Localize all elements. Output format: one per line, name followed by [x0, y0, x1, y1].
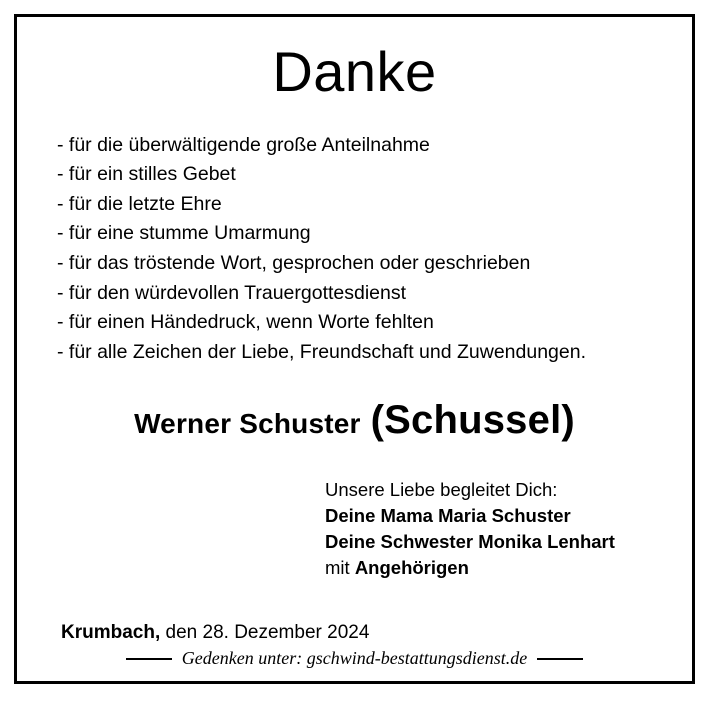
family-relatives-prefix: mit: [325, 557, 355, 579]
page-title: Danke: [272, 40, 437, 103]
list-item: - für eine stumme Umarmung: [57, 222, 311, 245]
footer-link[interactable]: Gedenken unter: gschwind-bestattungsdienst.de: [181, 648, 528, 668]
thanks-list: [45, 131, 664, 368]
list-item: - für ein stilles Gebet: [57, 163, 236, 186]
footer: [17, 648, 692, 669]
family-block: [325, 477, 664, 582]
list-item: - für die überwältigende große Anteilnahme: [57, 133, 430, 156]
place-date: den 28. Dezember 2024: [160, 621, 370, 643]
footer-rule-right: [537, 658, 583, 660]
family-intro: Unsere Liebe begleitet Dich:: [325, 478, 558, 500]
family-relatives-bold: Angehörigen: [354, 557, 469, 579]
family-sister: Deine Schwester Monika Lenhart: [325, 531, 615, 553]
deceased-nickname: (Schussel): [370, 397, 575, 442]
deceased-full-name: Werner Schuster: [134, 407, 361, 439]
list-item: - für alle Zeichen der Liebe, Freundschaft und Zuwendungen.: [57, 340, 586, 363]
obituary-card: [14, 14, 695, 684]
list-item: - für die letzte Ehre: [57, 192, 222, 215]
deceased-name: [45, 398, 664, 443]
place-city: Krumbach,: [61, 621, 161, 643]
list-item: - für den würdevollen Trauergottesdienst: [57, 281, 407, 304]
place-and-date: [61, 622, 664, 644]
obituary-inner: [17, 17, 692, 681]
list-item: - für das tröstende Wort, gesprochen oder geschrieben: [57, 252, 531, 275]
family-mother: Deine Mama Maria Schuster: [325, 504, 571, 526]
footer-rule-left: [126, 658, 172, 660]
family-relatives: [325, 555, 664, 581]
list-item: - für einen Händedruck, wenn Worte fehlten: [57, 311, 434, 334]
